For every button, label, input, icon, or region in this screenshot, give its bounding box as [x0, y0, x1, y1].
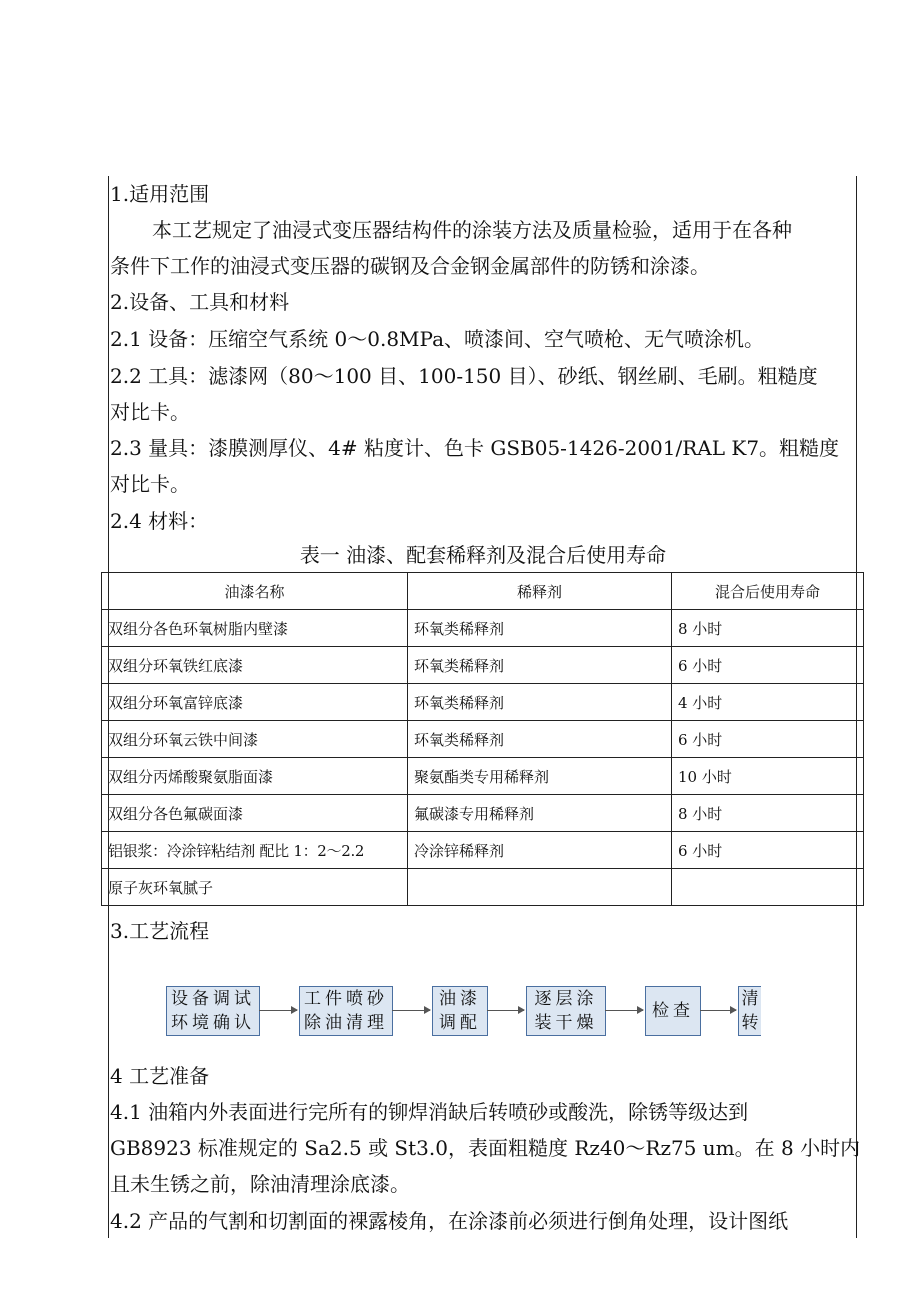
cell-paint: 双组分丙烯酸聚氨脂面漆	[102, 758, 408, 795]
table-row	[102, 758, 864, 795]
cell-paint: 双组分环氧富锌底漆	[102, 684, 408, 721]
flow-arrow	[392, 1010, 430, 1011]
cell-life: 8 小时	[672, 610, 864, 647]
flow-step-text: 转	[741, 1013, 759, 1033]
flow-arrow	[259, 1010, 297, 1011]
flow-step-text: 逐层涂	[534, 989, 598, 1009]
flow-step-inspection	[645, 986, 701, 1036]
cell-thinner: 环氧类稀释剂	[408, 647, 672, 684]
table-row	[102, 610, 864, 647]
cell-thinner: 冷涂锌稀释剂	[408, 832, 672, 869]
section-1-paragraph-line2: 条件下工作的油浸式变压器的碳钢及合金钢金属部件的防锈和涂漆。	[110, 254, 710, 278]
flow-step-paint-mixing	[432, 986, 488, 1036]
section-2-1: 2.1 设备：压缩空气系统 0～0.8MPa、喷漆间、空气喷枪、无气喷涂机。	[110, 327, 765, 351]
table-row	[102, 721, 864, 758]
cell-thinner: 环氧类稀释剂	[408, 684, 672, 721]
flow-step-text: 设备调试	[171, 989, 255, 1009]
flow-arrow	[700, 1010, 736, 1011]
table-row	[102, 869, 864, 906]
table-row	[102, 647, 864, 684]
cell-life	[672, 869, 864, 906]
cell-paint: 双组分各色环氧树脂内壁漆	[102, 610, 408, 647]
section-4-2-line1: 4.2 产品的气割和切割面的裸露棱角，在涂漆前必须进行倒角处理，设计图纸	[110, 1209, 789, 1233]
flow-step-text: 工件喷砂	[304, 989, 388, 1009]
cell-thinner: 氟碳漆专用稀释剂	[408, 795, 672, 832]
section-2-2-line1: 2.2 工具：滤漆网（80～100 目、100-150 目）、砂纸、钢丝刷、毛刷。粗糙度	[110, 364, 818, 388]
flow-step-text: 装干燥	[534, 1013, 598, 1033]
flow-arrow	[487, 1010, 524, 1011]
cell-thinner: 聚氨酯类专用稀释剂	[408, 758, 672, 795]
section-2-3-line1: 2.3 量具：漆膜测厚仪、4# 粘度计、色卡 GSB05-1426-2001/RAL K7。粗糙度	[110, 436, 840, 460]
table-row	[102, 795, 864, 832]
cell-paint: 双组分各色氟碳面漆	[102, 795, 408, 832]
section-2-3-line2: 对比卡。	[110, 472, 190, 496]
section-1-title: 1.适用范围	[110, 182, 210, 206]
paint-table	[101, 572, 864, 906]
header-paint-name: 油漆名称	[102, 573, 408, 610]
flow-step-text: 环境确认	[171, 1013, 255, 1033]
header-thinner: 稀释剂	[408, 573, 672, 610]
cell-life: 10 小时	[672, 758, 864, 795]
cell-paint: 原子灰环氧腻子	[102, 869, 408, 906]
cell-life: 8 小时	[672, 795, 864, 832]
cell-life: 6 小时	[672, 721, 864, 758]
flow-step-sandblast	[299, 986, 393, 1036]
table-caption: 表一 油漆、配套稀释剂及混合后使用寿命	[299, 543, 667, 567]
cell-thinner	[408, 869, 672, 906]
cell-life: 6 小时	[672, 647, 864, 684]
cell-thinner: 环氧类稀释剂	[408, 610, 672, 647]
section-1-paragraph-line1: 本工艺规定了油浸式变压器结构件的涂装方法及质量检验，适用于在各种	[152, 218, 792, 242]
flow-step-cleanup	[738, 986, 761, 1036]
section-4-1-line2: GB8923 标准规定的 Sa2.5 或 St3.0，表面粗糙度 Rz40～Rz75 um。在 8 小时内	[110, 1136, 861, 1160]
cell-paint: 双组分环氧云铁中间漆	[102, 721, 408, 758]
section-3-title: 3.工艺流程	[110, 919, 210, 943]
section-4-1-line3: 且未生锈之前，除油清理涂底漆。	[110, 1172, 410, 1196]
flow-step-text: 油漆	[439, 989, 481, 1009]
cell-thinner: 环氧类稀释剂	[408, 721, 672, 758]
flow-step-text: 调配	[439, 1013, 481, 1033]
flow-step-equipment-check	[166, 986, 260, 1036]
flow-step-coating-drying	[526, 986, 606, 1036]
section-2-4: 2.4 材料：	[110, 509, 209, 533]
flow-step-text: 除油清理	[304, 1013, 388, 1033]
cell-life: 4 小时	[672, 684, 864, 721]
flow-step-text: 清	[741, 989, 759, 1009]
cell-paint: 双组分环氧铁红底漆	[102, 647, 408, 684]
cell-life: 6 小时	[672, 832, 864, 869]
table-header-row	[102, 573, 864, 610]
section-4-1-line1: 4.1 油箱内外表面进行完所有的铆焊消缺后转喷砂或酸洗，除锈等级达到	[110, 1100, 749, 1124]
table-row	[102, 832, 864, 869]
section-2-title: 2.设备、工具和材料	[110, 290, 290, 314]
section-4-title: 4 工艺准备	[110, 1064, 210, 1088]
flow-arrow	[605, 1010, 643, 1011]
flow-step-text: 检查	[652, 1001, 694, 1021]
header-pot-life: 混合后使用寿命	[672, 573, 864, 610]
table-row	[102, 684, 864, 721]
section-2-2-line2: 对比卡。	[110, 400, 190, 424]
cell-paint: 铝银浆：冷涂锌粘结剂 配比 1：2～2.2	[102, 832, 408, 869]
